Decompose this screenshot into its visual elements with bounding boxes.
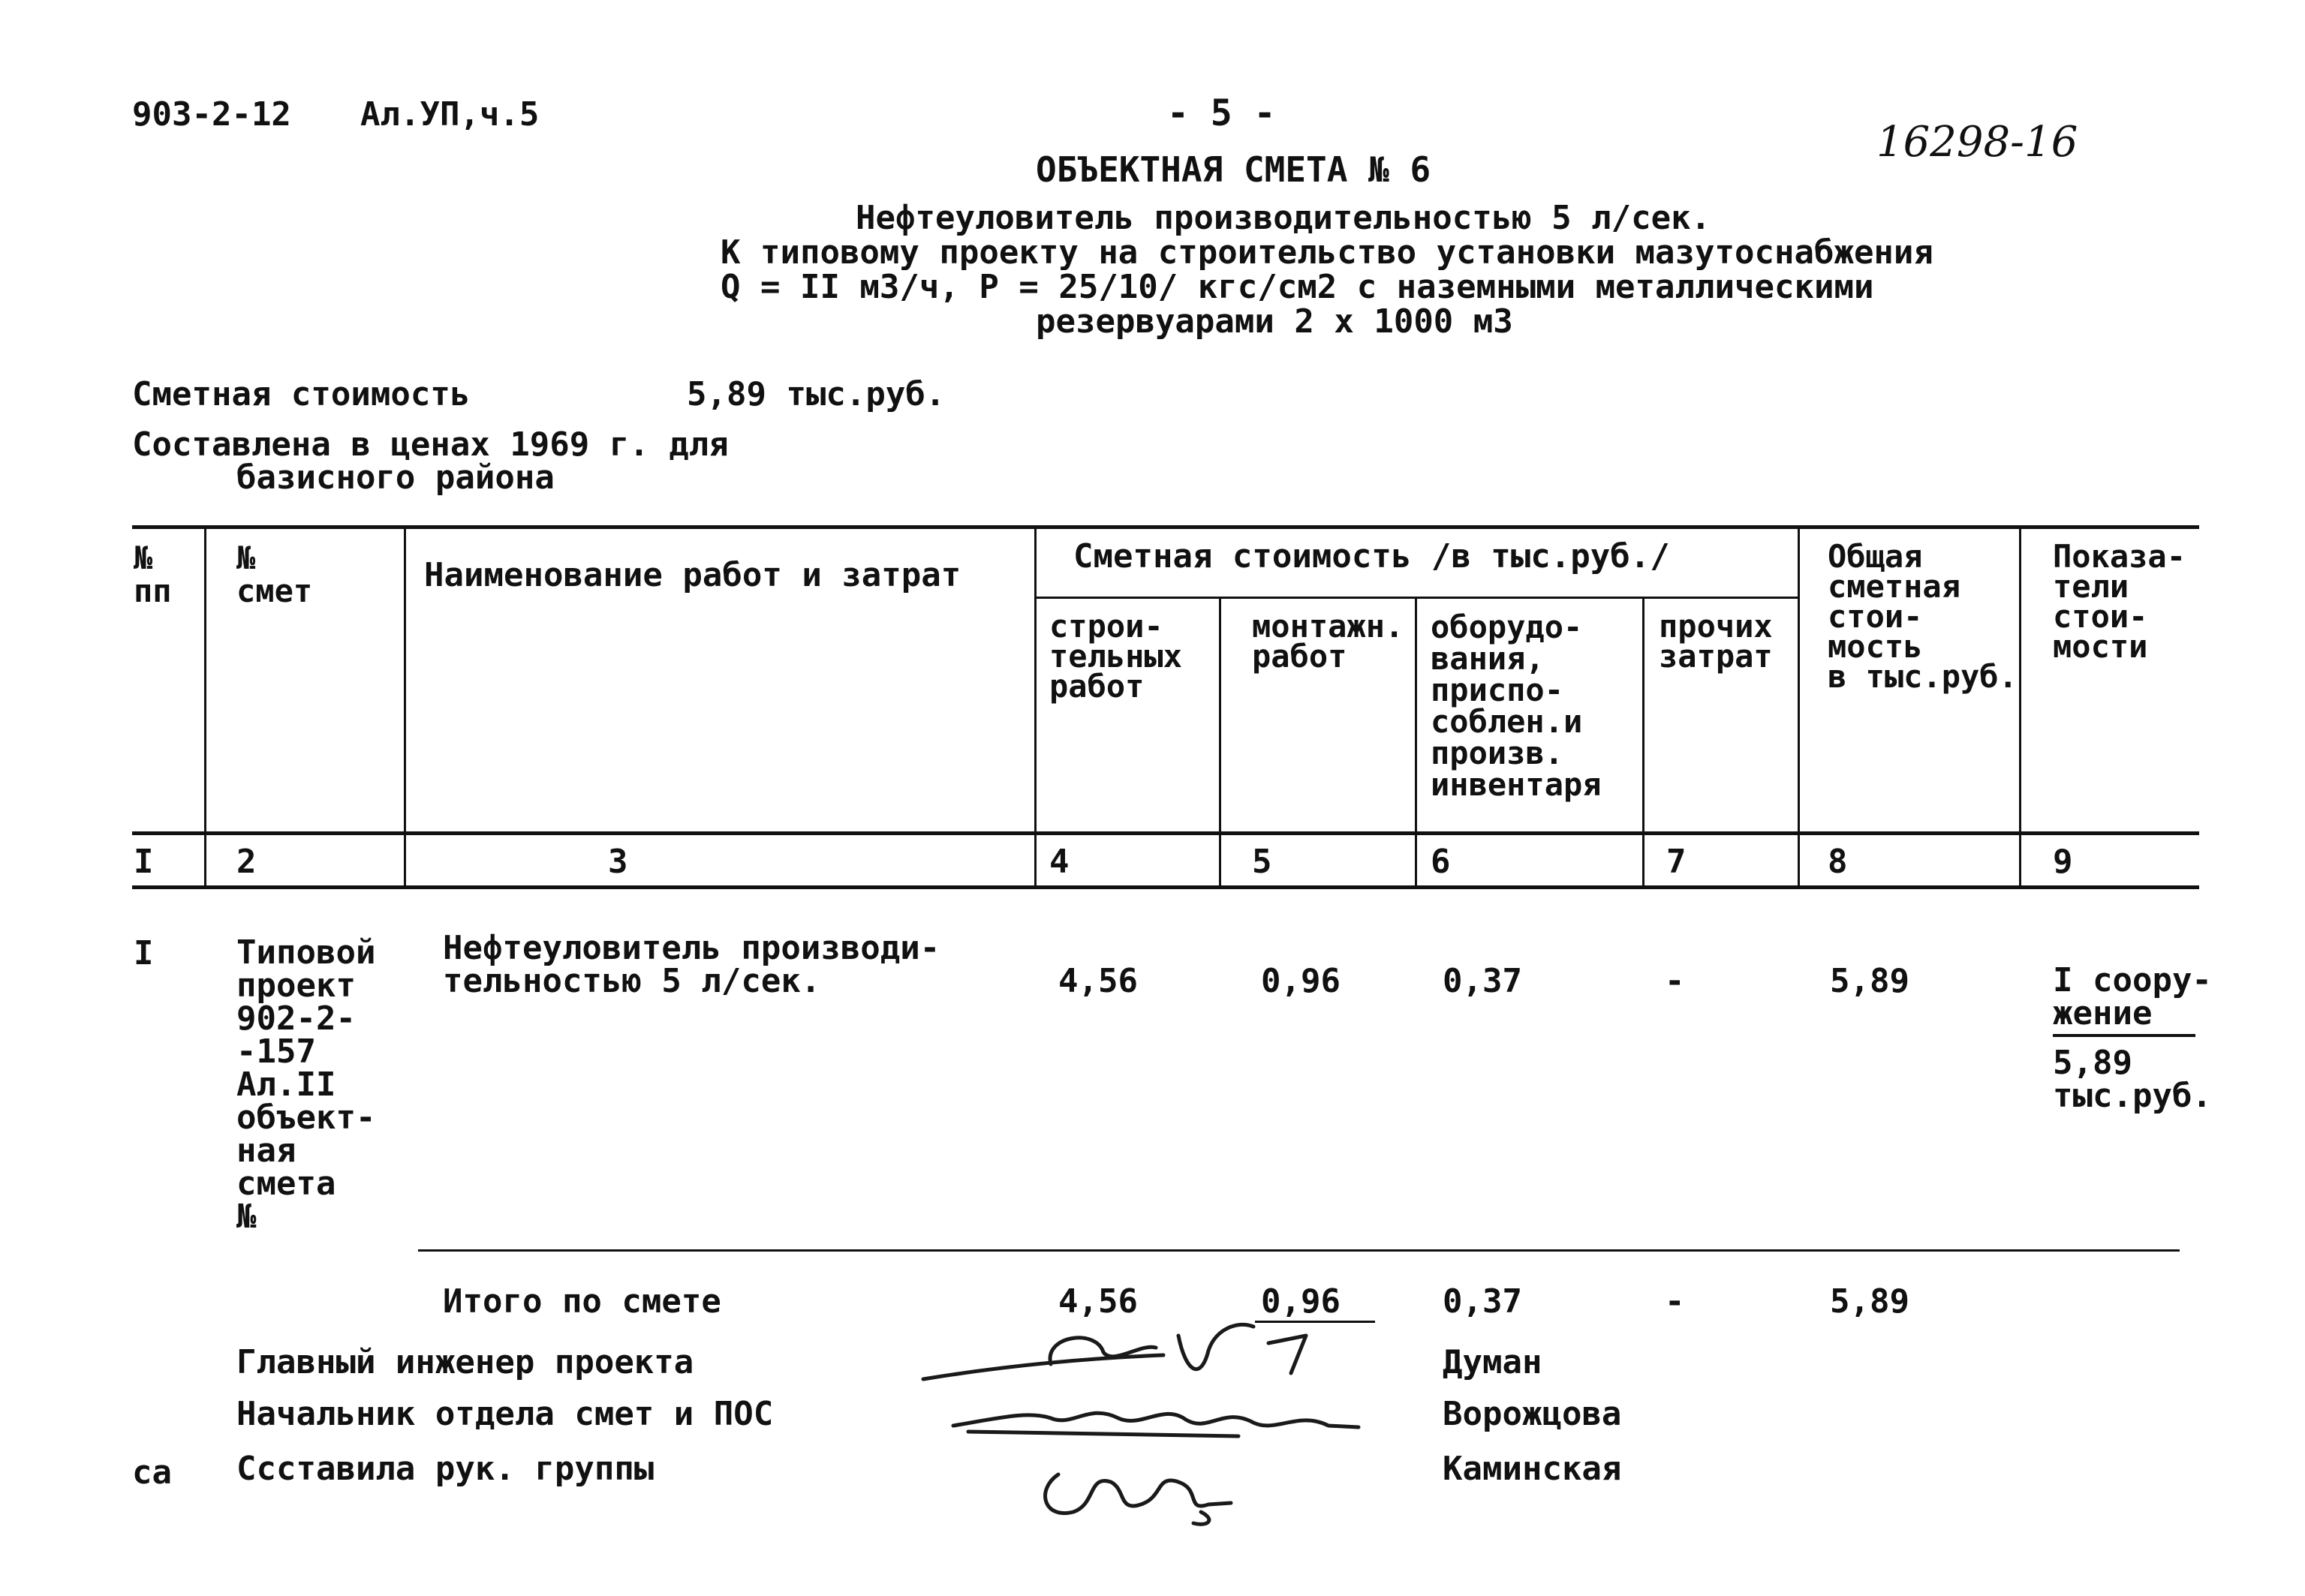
album-reference: Ал.УП,ч.5	[360, 95, 540, 134]
page-number: - 5 -	[1167, 92, 1276, 134]
table-top-rule	[132, 525, 2199, 529]
subtitle-line-2: К типовому проекту на строительство установки мазутоснабжения	[721, 233, 1933, 272]
header-total-cost: Общая сметная стои- мость в тыс.руб.	[1828, 538, 2018, 695]
row-number: I	[134, 934, 154, 972]
column-number-2: 2	[236, 843, 257, 881]
header-estimated-cost-group: Сметная стоимость /в тыс.руб./	[1073, 537, 1670, 576]
column-number-5: 5	[1252, 843, 1272, 881]
totals-total: 5,89	[1830, 1282, 1909, 1321]
totals-other: -	[1665, 1282, 1685, 1321]
column-number-9: 9	[2053, 843, 2073, 881]
row-construction-cost: 4,56	[1058, 962, 1138, 1000]
column-numbers-rule	[132, 885, 2199, 889]
indicator-fraction-rule	[2053, 1034, 2195, 1037]
column-divider-3	[1034, 525, 1037, 889]
signature-mark-group-leader	[1028, 1444, 1253, 1527]
column-number-4: 4	[1049, 843, 1070, 881]
price-basis-line-2: базисного района	[236, 458, 555, 497]
estimated-cost-value: 5,89 тыс.руб.	[687, 375, 946, 413]
row-work-name: Нефтеуловитель производи- тельностью 5 л/сек.	[443, 929, 940, 1000]
header-estimate-number: № смет	[236, 540, 313, 609]
row-other-cost: -	[1665, 962, 1685, 1000]
column-number-8: 8	[1828, 843, 1848, 881]
signature-name-chief-engineer: Думан	[1443, 1343, 1542, 1381]
subtitle-line-3: Q = II м3/ч, P = 25/10/ кгс/см2 с наземными металлическими	[721, 268, 1874, 306]
signature-role-group-leader: Ссставила рук. группы	[236, 1450, 654, 1488]
signature-name-department-head: Ворожцова	[1443, 1395, 1622, 1433]
signature-role-department-head: Начальник отдела смет и ПОС	[236, 1395, 774, 1433]
column-divider-4	[1219, 597, 1221, 889]
estimate-title: ОБЪЕКТНАЯ СМЕТА № 6	[1036, 149, 1431, 190]
column-number-3: 3	[608, 843, 628, 881]
estimated-cost-label: Сметная стоимость	[132, 375, 471, 413]
totals-label: Итого по смете	[443, 1282, 721, 1321]
header-installation-works: монтажн. работ	[1252, 608, 1404, 675]
subtitle-line-1: Нефтеуловитель производительностью 5 л/сек.	[856, 199, 1711, 237]
estimate-subtitle	[721, 201, 1933, 339]
row-indicator-unit: I соору- жение	[2053, 961, 2212, 1032]
header-construction-works: строи- тельных работ	[1049, 608, 1183, 705]
row-equipment-cost: 0,37	[1443, 962, 1522, 1000]
column-divider-6	[1642, 597, 1644, 889]
subtitle-line-4: резервуарами 2 х 1000 м3	[1036, 302, 1513, 341]
row-total-cost: 5,89	[1830, 962, 1909, 1000]
column-divider-5	[1415, 597, 1417, 889]
row-indicator-value: 5,89 тыс.руб.	[2053, 1044, 2212, 1115]
price-basis-line-1: Составлена в ценах 1969 г. для	[132, 425, 729, 464]
registry-number: 16298-16	[1876, 118, 2078, 167]
totals-construction: 4,56	[1058, 1282, 1138, 1321]
column-number-1: I	[134, 843, 154, 881]
header-equipment: оборудо- вания, приспо- соблен.и произв. инвентаря	[1431, 609, 1602, 803]
document-code: 903-2-12	[132, 95, 291, 134]
column-number-6: 6	[1431, 843, 1451, 881]
header-bottom-rule	[132, 831, 2199, 835]
totals-installation: 0,96	[1261, 1282, 1341, 1321]
column-divider-8	[2019, 525, 2021, 889]
footer-mark: са	[132, 1453, 172, 1492]
signature-name-group-leader: Каминская	[1443, 1450, 1622, 1488]
column-divider-2	[404, 525, 406, 889]
header-other-costs: прочих затрат	[1659, 608, 1773, 675]
signature-mark-department-head	[938, 1381, 1374, 1448]
signature-role-chief-engineer: Главный инженер проекта	[236, 1343, 694, 1381]
row-estimate-reference: Типовой проект 902-2- -157 Ал.II объект- ная смета №	[236, 933, 376, 1236]
totals-equipment: 0,37	[1443, 1282, 1522, 1321]
totals-separator-rule	[418, 1249, 2180, 1252]
header-row-number: № пп	[134, 540, 172, 609]
column-divider-1	[204, 525, 206, 889]
header-cost-indicators: Показа- тели стои- мости	[2053, 538, 2186, 665]
column-divider-7	[1798, 525, 1800, 889]
column-number-7: 7	[1666, 843, 1687, 881]
header-work-name: Наименование работ и затрат	[424, 556, 961, 594]
row-installation-cost: 0,96	[1261, 962, 1341, 1000]
